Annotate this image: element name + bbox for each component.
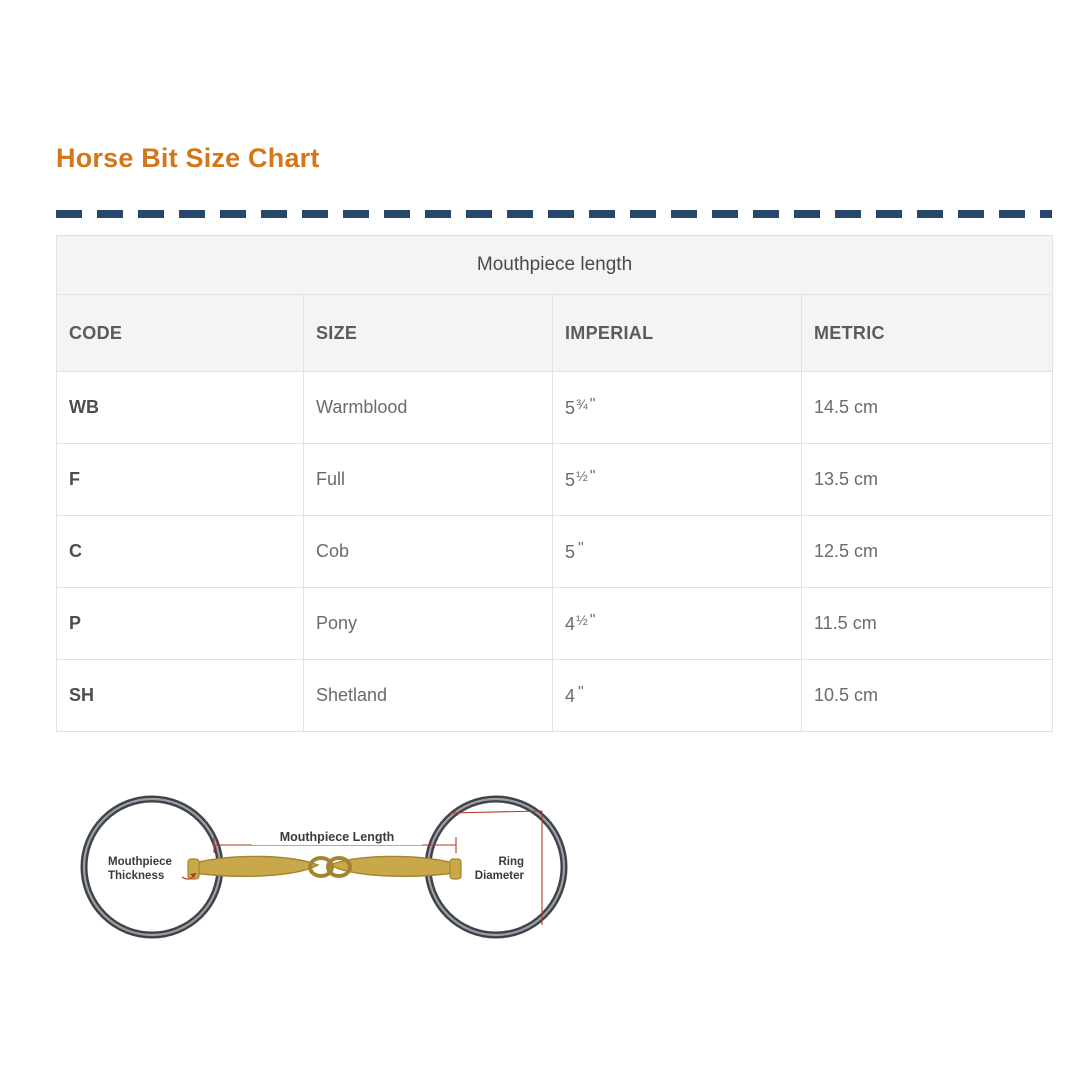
table-row xyxy=(57,516,1053,588)
cell-imperial xyxy=(553,516,802,588)
table-row xyxy=(57,588,1053,660)
column-header-size: SIZE xyxy=(304,295,553,372)
cell-metric: 11.5 cm xyxy=(802,588,1053,660)
horse-bit-size-table xyxy=(56,235,1053,732)
cell-code: C xyxy=(57,516,304,588)
imperial-whole: 5 xyxy=(565,397,576,418)
cell-metric: 14.5 cm xyxy=(802,372,1053,444)
cell-code: F xyxy=(57,444,304,516)
imperial-whole: 5 xyxy=(565,541,576,562)
cell-code: WB xyxy=(57,372,304,444)
imperial-whole: 4 xyxy=(565,685,576,706)
cell-size: Full xyxy=(304,444,553,516)
imperial-inch-mark: " xyxy=(578,684,584,702)
table-header-row xyxy=(57,295,1053,372)
cell-size: Shetland xyxy=(304,660,553,732)
imperial-fraction: ½ xyxy=(576,612,588,629)
cell-metric: 10.5 cm xyxy=(802,660,1053,732)
label-ring-diameter-line2: Diameter xyxy=(474,870,524,882)
imperial-inch-mark: " xyxy=(589,468,596,486)
imperial-fraction: ¾ xyxy=(576,396,588,413)
cell-metric: 13.5 cm xyxy=(802,444,1053,516)
cell-code: P xyxy=(57,588,304,660)
imperial-inch-mark: " xyxy=(589,396,596,414)
imperial-inch-mark: " xyxy=(589,612,596,630)
column-header-imperial: IMPERIAL xyxy=(553,295,802,372)
label-mouthpiece-thickness-line1: Mouthpiece xyxy=(108,856,172,868)
imperial-whole: 4 xyxy=(565,613,576,634)
cell-metric: 12.5 cm xyxy=(802,516,1053,588)
cell-imperial xyxy=(553,660,802,732)
imperial-fraction: ½ xyxy=(576,468,588,485)
cell-imperial xyxy=(553,444,802,516)
horse-bit-measurement-diagram xyxy=(56,785,580,949)
group-header-mouthpiece-length: Mouthpiece length xyxy=(57,236,1053,295)
imperial-whole: 5 xyxy=(565,469,576,490)
cell-size: Cob xyxy=(304,516,553,588)
decorative-dashed-divider xyxy=(56,210,1052,218)
label-mouthpiece-thickness-line2: Thickness xyxy=(108,870,165,882)
column-header-metric: METRIC xyxy=(802,295,1053,372)
page-title: Horse Bit Size Chart xyxy=(56,143,320,173)
imperial-inch-mark: " xyxy=(578,540,584,558)
cell-size: Warmblood xyxy=(304,372,553,444)
table-row xyxy=(57,660,1053,732)
table-row xyxy=(57,444,1053,516)
cell-imperial xyxy=(553,588,802,660)
column-header-code: CODE xyxy=(57,295,304,372)
cell-imperial xyxy=(553,372,802,444)
table-group-header-row xyxy=(57,236,1053,295)
label-mouthpiece-length: Mouthpiece Length xyxy=(279,830,395,844)
table-row xyxy=(57,372,1053,444)
cell-code: SH xyxy=(57,660,304,732)
label-ring-diameter-line1: Ring xyxy=(498,856,524,868)
cell-size: Pony xyxy=(304,588,553,660)
